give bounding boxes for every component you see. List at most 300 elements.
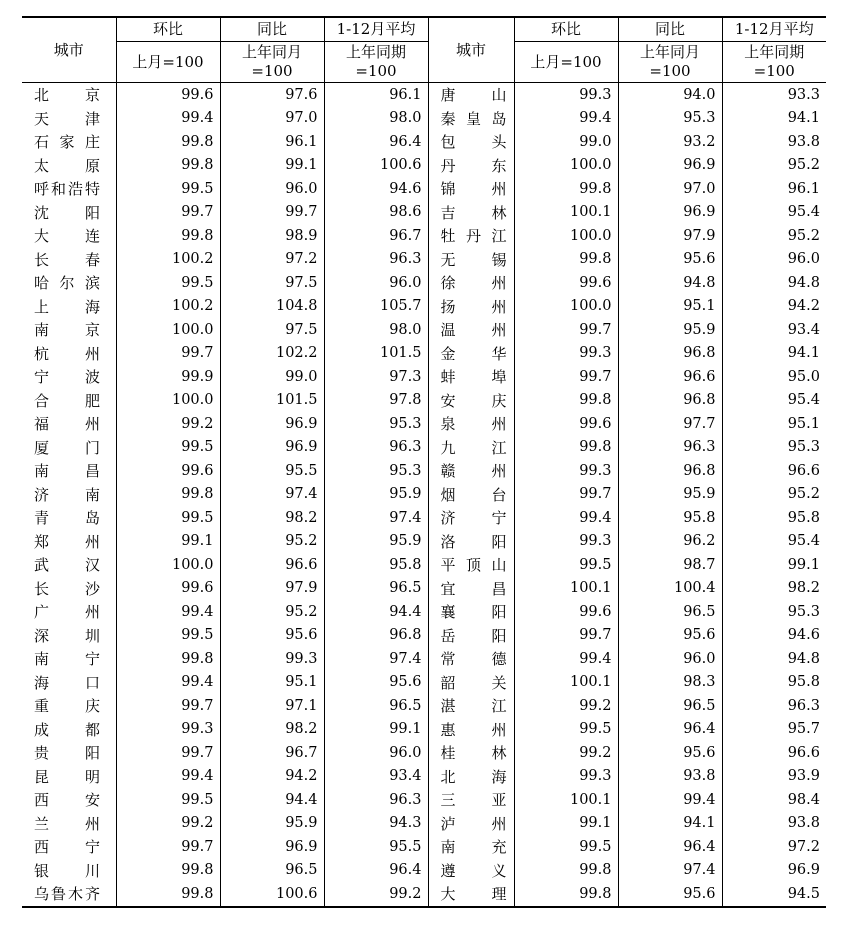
avg-value: 96.1 (324, 83, 428, 107)
city-name-cell (428, 624, 514, 648)
city-name: 丹 东 (440, 156, 507, 175)
mom-value: 99.7 (116, 694, 220, 718)
city-name: 厦 门 (34, 438, 100, 457)
city-name-cell (22, 459, 116, 483)
yoy-value: 94.0 (618, 83, 722, 107)
yoy-value: 97.6 (220, 83, 324, 107)
yoy-value: 98.3 (618, 671, 722, 695)
yoy-value: 95.6 (618, 624, 722, 648)
city-name-cell (22, 671, 116, 695)
city-name-cell (428, 741, 514, 765)
avg-value: 96.4 (324, 859, 428, 883)
city-name: 乌 鲁 木 齐 (34, 885, 100, 904)
mom-value: 100.2 (116, 248, 220, 272)
city-name: 宜 昌 (440, 579, 507, 598)
mom-value: 99.7 (514, 318, 618, 342)
yoy-value: 96.3 (618, 436, 722, 460)
city-name: 北 京 (34, 86, 100, 105)
avg-value: 95.1 (722, 412, 826, 436)
avg-value: 99.1 (324, 718, 428, 742)
avg-value: 100.6 (324, 154, 428, 178)
yoy-value: 97.1 (220, 694, 324, 718)
table-row (22, 600, 826, 624)
mom-value: 100.2 (116, 295, 220, 319)
avg-value: 98.0 (324, 107, 428, 131)
yoy-value: 96.0 (618, 647, 722, 671)
mom-value: 100.1 (514, 577, 618, 601)
table-row (22, 224, 826, 248)
city-name: 成 都 (34, 720, 100, 739)
yoy-value: 95.6 (220, 624, 324, 648)
table-row (22, 177, 826, 201)
avg-value: 96.5 (324, 694, 428, 718)
city-name: 沈 阳 (34, 203, 100, 222)
city-name: 锦 州 (440, 180, 507, 199)
mom-value: 100.0 (514, 224, 618, 248)
city-name-cell (428, 553, 514, 577)
avg-base-line1: 上年同期 (345, 43, 406, 61)
city-name: 扬 州 (440, 297, 507, 316)
avg-value: 96.6 (722, 459, 826, 483)
city-name-cell (428, 812, 514, 836)
yoy-value: 95.2 (220, 530, 324, 554)
avg-value: 93.4 (722, 318, 826, 342)
mom-value: 99.6 (116, 83, 220, 107)
city-name: 洛 阳 (440, 532, 507, 551)
avg-value: 98.6 (324, 201, 428, 225)
city-name: 赣 州 (440, 462, 507, 481)
table-row (22, 389, 826, 413)
avg-value: 95.7 (722, 718, 826, 742)
city-name-cell (428, 436, 514, 460)
yoy-value: 96.0 (220, 177, 324, 201)
city-name-cell (428, 248, 514, 272)
avg-value: 97.8 (324, 389, 428, 413)
city-name-cell (428, 412, 514, 436)
yoy-value: 95.1 (618, 295, 722, 319)
city-name: 重 庆 (34, 697, 100, 716)
avg-value: 95.9 (324, 530, 428, 554)
yoy-value: 98.2 (220, 506, 324, 530)
avg-value: 95.9 (324, 483, 428, 507)
yoy-value: 96.6 (618, 365, 722, 389)
yoy-value: 94.4 (220, 788, 324, 812)
city-name-cell (428, 718, 514, 742)
mom-value: 99.3 (514, 83, 618, 107)
city-name-cell (22, 271, 116, 295)
city-name: 昆 明 (34, 767, 100, 786)
city-name: 南 京 (34, 321, 100, 340)
mom-value: 99.5 (116, 506, 220, 530)
mom-value: 99.5 (514, 835, 618, 859)
mom-value: 99.3 (514, 459, 618, 483)
table-row (22, 694, 826, 718)
city-name: 岳 阳 (440, 626, 507, 645)
avg-base-line2: =100 (753, 62, 795, 80)
avg-value: 94.6 (324, 177, 428, 201)
table-row (22, 553, 826, 577)
table-row (22, 647, 826, 671)
mom-value: 100.0 (116, 389, 220, 413)
avg-value: 96.3 (324, 436, 428, 460)
avg-value: 96.3 (324, 788, 428, 812)
avg-value: 98.2 (722, 577, 826, 601)
mom-value: 99.6 (514, 412, 618, 436)
table-row (22, 130, 826, 154)
city-name-cell (22, 342, 116, 366)
yoy-value: 95.5 (220, 459, 324, 483)
city-name: 南 充 (440, 838, 507, 857)
city-name: 平 顶 山 (440, 556, 507, 575)
avg-value: 95.8 (324, 553, 428, 577)
mom-value: 100.1 (514, 201, 618, 225)
city-name: 福 州 (34, 415, 100, 434)
table-row (22, 812, 826, 836)
table-row (22, 83, 826, 107)
city-name-cell (22, 201, 116, 225)
city-name: 徐 州 (440, 274, 507, 293)
mom-value: 99.3 (514, 530, 618, 554)
table-row (22, 483, 826, 507)
mom-value: 99.8 (514, 859, 618, 883)
yoy-value: 97.4 (220, 483, 324, 507)
yoy-value: 96.9 (220, 835, 324, 859)
yoy-value: 96.6 (220, 553, 324, 577)
avg-base-line2: =100 (355, 62, 397, 80)
city-name-cell (428, 859, 514, 883)
avg-value: 95.3 (722, 436, 826, 460)
table-row (22, 671, 826, 695)
city-name-cell (22, 577, 116, 601)
mom-value: 99.8 (116, 483, 220, 507)
yoy-value: 95.3 (618, 107, 722, 131)
yoy-value: 100.4 (618, 577, 722, 601)
mom-value: 99.6 (514, 600, 618, 624)
yoy-value: 96.9 (220, 412, 324, 436)
yoy-value: 95.6 (618, 882, 722, 907)
table-row (22, 788, 826, 812)
yoy-value: 93.8 (618, 765, 722, 789)
mom-base-left: 上月=100 (116, 42, 220, 83)
yoy-value: 95.1 (220, 671, 324, 695)
yoy-value: 98.2 (220, 718, 324, 742)
avg-value: 96.0 (324, 741, 428, 765)
mom-value: 99.4 (514, 506, 618, 530)
mom-value: 99.3 (514, 765, 618, 789)
mom-value: 100.1 (514, 788, 618, 812)
mom-value: 99.8 (116, 130, 220, 154)
mom-value: 99.2 (116, 412, 220, 436)
city-name-cell (22, 765, 116, 789)
city-name-cell (22, 647, 116, 671)
city-name-cell (22, 83, 116, 107)
mom-value: 99.5 (514, 553, 618, 577)
city-name-cell (428, 365, 514, 389)
yoy-value: 99.1 (220, 154, 324, 178)
yoy-value: 99.4 (618, 788, 722, 812)
yoy-value: 95.2 (220, 600, 324, 624)
avg-value: 95.2 (722, 154, 826, 178)
yoy-value: 96.9 (220, 436, 324, 460)
avg-value: 95.4 (722, 530, 826, 554)
yoy-value: 97.0 (220, 107, 324, 131)
mom-value: 99.4 (116, 600, 220, 624)
mom-value: 99.7 (116, 201, 220, 225)
mom-value: 99.6 (116, 577, 220, 601)
city-name-cell (22, 694, 116, 718)
mom-value: 99.7 (116, 342, 220, 366)
yoy-base-line1: 上年同月 (639, 43, 700, 61)
city-name: 泸 州 (440, 814, 507, 833)
yoy-value: 96.1 (220, 130, 324, 154)
city-name-cell (428, 647, 514, 671)
avg-value: 95.4 (722, 389, 826, 413)
city-name: 杭 州 (34, 344, 100, 363)
avg-value: 97.2 (722, 835, 826, 859)
avg-base-line1: 上年同期 (744, 43, 805, 61)
city-name: 济 宁 (440, 509, 507, 528)
table-row (22, 506, 826, 530)
city-name-cell (428, 506, 514, 530)
yoy-value: 96.4 (618, 718, 722, 742)
mom-value: 99.8 (514, 177, 618, 201)
city-name-cell (22, 295, 116, 319)
city-name: 南 宁 (34, 650, 100, 669)
avg-value: 95.5 (324, 835, 428, 859)
city-name-cell (428, 154, 514, 178)
city-name: 西 安 (34, 791, 100, 810)
yoy-value: 101.5 (220, 389, 324, 413)
mom-value: 99.8 (116, 224, 220, 248)
avg-value: 99.2 (324, 882, 428, 907)
avg-value: 101.5 (324, 342, 428, 366)
avg-value: 95.8 (722, 506, 826, 530)
city-name: 郑 州 (34, 532, 100, 551)
table-row (22, 436, 826, 460)
mom-value: 99.7 (116, 835, 220, 859)
city-name-cell (22, 483, 116, 507)
city-name-cell (22, 154, 116, 178)
city-name-cell (22, 365, 116, 389)
table-row (22, 365, 826, 389)
yoy-header-right: 同比 (618, 17, 722, 42)
city-name-cell (428, 271, 514, 295)
city-name: 包 头 (440, 133, 507, 152)
city-name-cell (22, 318, 116, 342)
mom-value: 99.4 (116, 107, 220, 131)
city-name: 韶 关 (440, 673, 507, 692)
city-name-cell (22, 436, 116, 460)
yoy-value: 99.7 (220, 201, 324, 225)
yoy-value: 97.2 (220, 248, 324, 272)
avg-value: 96.3 (324, 248, 428, 272)
city-name-cell (22, 600, 116, 624)
table-row (22, 295, 826, 319)
yoy-value: 96.8 (618, 459, 722, 483)
mom-value: 99.7 (116, 741, 220, 765)
table-row (22, 318, 826, 342)
yoy-value: 97.5 (220, 271, 324, 295)
avg-value: 95.6 (324, 671, 428, 695)
city-name-cell (22, 389, 116, 413)
table-row (22, 201, 826, 225)
avg-value: 94.8 (722, 271, 826, 295)
city-name-cell (22, 882, 116, 907)
yoy-value: 96.5 (618, 694, 722, 718)
table-row (22, 107, 826, 131)
mom-value: 99.2 (514, 694, 618, 718)
city-name: 大 连 (34, 227, 100, 246)
city-name: 广 州 (34, 603, 100, 622)
mom-value: 99.8 (514, 389, 618, 413)
city-name-cell (22, 224, 116, 248)
city-name: 大 理 (440, 885, 507, 904)
mom-value: 99.9 (116, 365, 220, 389)
city-name: 温 州 (440, 321, 507, 340)
yoy-value: 96.5 (618, 600, 722, 624)
mom-value: 99.4 (514, 107, 618, 131)
avg-value: 96.6 (722, 741, 826, 765)
yoy-header-left: 同比 (220, 17, 324, 42)
city-name: 银 川 (34, 861, 100, 880)
city-name-cell (22, 130, 116, 154)
mom-value: 99.5 (116, 624, 220, 648)
table-row (22, 577, 826, 601)
yoy-value: 96.8 (618, 342, 722, 366)
avg-value: 94.4 (324, 600, 428, 624)
city-name-cell (428, 130, 514, 154)
yoy-value: 94.8 (618, 271, 722, 295)
yoy-value: 95.9 (618, 483, 722, 507)
avg-value: 97.4 (324, 647, 428, 671)
city-name-cell (22, 624, 116, 648)
mom-value: 99.5 (116, 177, 220, 201)
mom-value: 99.1 (514, 812, 618, 836)
city-name: 深 圳 (34, 626, 100, 645)
yoy-value: 96.5 (220, 859, 324, 883)
city-name: 惠 州 (440, 720, 507, 739)
city-name-cell (428, 318, 514, 342)
avg-value: 105.7 (324, 295, 428, 319)
mom-value: 99.7 (514, 483, 618, 507)
yoy-value: 96.9 (618, 154, 722, 178)
yoy-base-line2: =100 (251, 62, 293, 80)
city-name: 长 沙 (34, 579, 100, 598)
avg-value: 98.4 (722, 788, 826, 812)
city-name: 吉 林 (440, 203, 507, 222)
city-name: 牡 丹 江 (440, 227, 507, 246)
mom-value: 99.6 (116, 459, 220, 483)
city-name-cell (22, 859, 116, 883)
city-name: 烟 台 (440, 485, 507, 504)
table-row (22, 765, 826, 789)
mom-value: 100.1 (514, 671, 618, 695)
mom-value: 99.0 (514, 130, 618, 154)
yoy-value: 97.9 (618, 224, 722, 248)
city-name: 三 亚 (440, 791, 507, 810)
avg-value: 95.3 (722, 600, 826, 624)
mom-value: 99.5 (116, 788, 220, 812)
mom-value: 99.3 (116, 718, 220, 742)
avg-value: 93.4 (324, 765, 428, 789)
mom-value: 99.5 (116, 436, 220, 460)
city-name-cell (22, 177, 116, 201)
city-name-cell (22, 506, 116, 530)
yoy-value: 95.6 (618, 248, 722, 272)
avg-value: 94.3 (324, 812, 428, 836)
yoy-value: 96.2 (618, 530, 722, 554)
avg-value: 96.7 (324, 224, 428, 248)
avg-value: 93.9 (722, 765, 826, 789)
mom-value: 99.7 (514, 624, 618, 648)
city-name: 西 宁 (34, 838, 100, 857)
avg-value: 93.8 (722, 130, 826, 154)
city-name: 武 汉 (34, 556, 100, 575)
avg-value: 98.0 (324, 318, 428, 342)
yoy-value: 95.6 (618, 741, 722, 765)
city-name-cell (22, 248, 116, 272)
avg-value: 94.6 (722, 624, 826, 648)
avg-value: 94.8 (722, 647, 826, 671)
yoy-value: 99.0 (220, 365, 324, 389)
city-name: 襄 阳 (440, 603, 507, 622)
mom-value: 99.8 (116, 859, 220, 883)
mom-value: 99.5 (514, 718, 618, 742)
avg-value: 95.3 (324, 459, 428, 483)
table-row (22, 530, 826, 554)
mom-value: 99.4 (116, 671, 220, 695)
table-row (22, 835, 826, 859)
city-name: 北 海 (440, 767, 507, 786)
city-name-cell (22, 812, 116, 836)
city-name: 青 岛 (34, 509, 100, 528)
avg-value: 95.3 (324, 412, 428, 436)
yoy-value: 97.7 (618, 412, 722, 436)
mom-value: 100.0 (514, 295, 618, 319)
city-name-cell (428, 600, 514, 624)
yoy-base-line1: 上年同月 (241, 43, 302, 61)
avg-value: 95.4 (722, 201, 826, 225)
table-row (22, 741, 826, 765)
table-row (22, 859, 826, 883)
avg-value: 96.0 (324, 271, 428, 295)
city-name-cell (428, 177, 514, 201)
city-name-cell (22, 530, 116, 554)
yoy-value: 95.9 (618, 318, 722, 342)
city-name-cell (428, 694, 514, 718)
city-name-cell (428, 483, 514, 507)
yoy-value: 97.4 (618, 859, 722, 883)
mom-value: 99.3 (514, 342, 618, 366)
avg-header-right: 1-12月平均 (722, 17, 826, 42)
yoy-value: 96.7 (220, 741, 324, 765)
mom-value: 99.8 (116, 647, 220, 671)
avg-value: 96.4 (324, 130, 428, 154)
table-row (22, 154, 826, 178)
yoy-value: 97.0 (618, 177, 722, 201)
city-header-right: 城市 (428, 17, 514, 83)
yoy-value: 97.9 (220, 577, 324, 601)
avg-value: 94.1 (722, 107, 826, 131)
mom-value: 99.7 (514, 365, 618, 389)
city-name: 无 锡 (440, 250, 507, 269)
city-name: 兰 州 (34, 814, 100, 833)
city-name-cell (428, 788, 514, 812)
avg-value: 95.8 (722, 671, 826, 695)
city-name-cell (428, 389, 514, 413)
avg-value: 97.4 (324, 506, 428, 530)
avg-value: 96.9 (722, 859, 826, 883)
